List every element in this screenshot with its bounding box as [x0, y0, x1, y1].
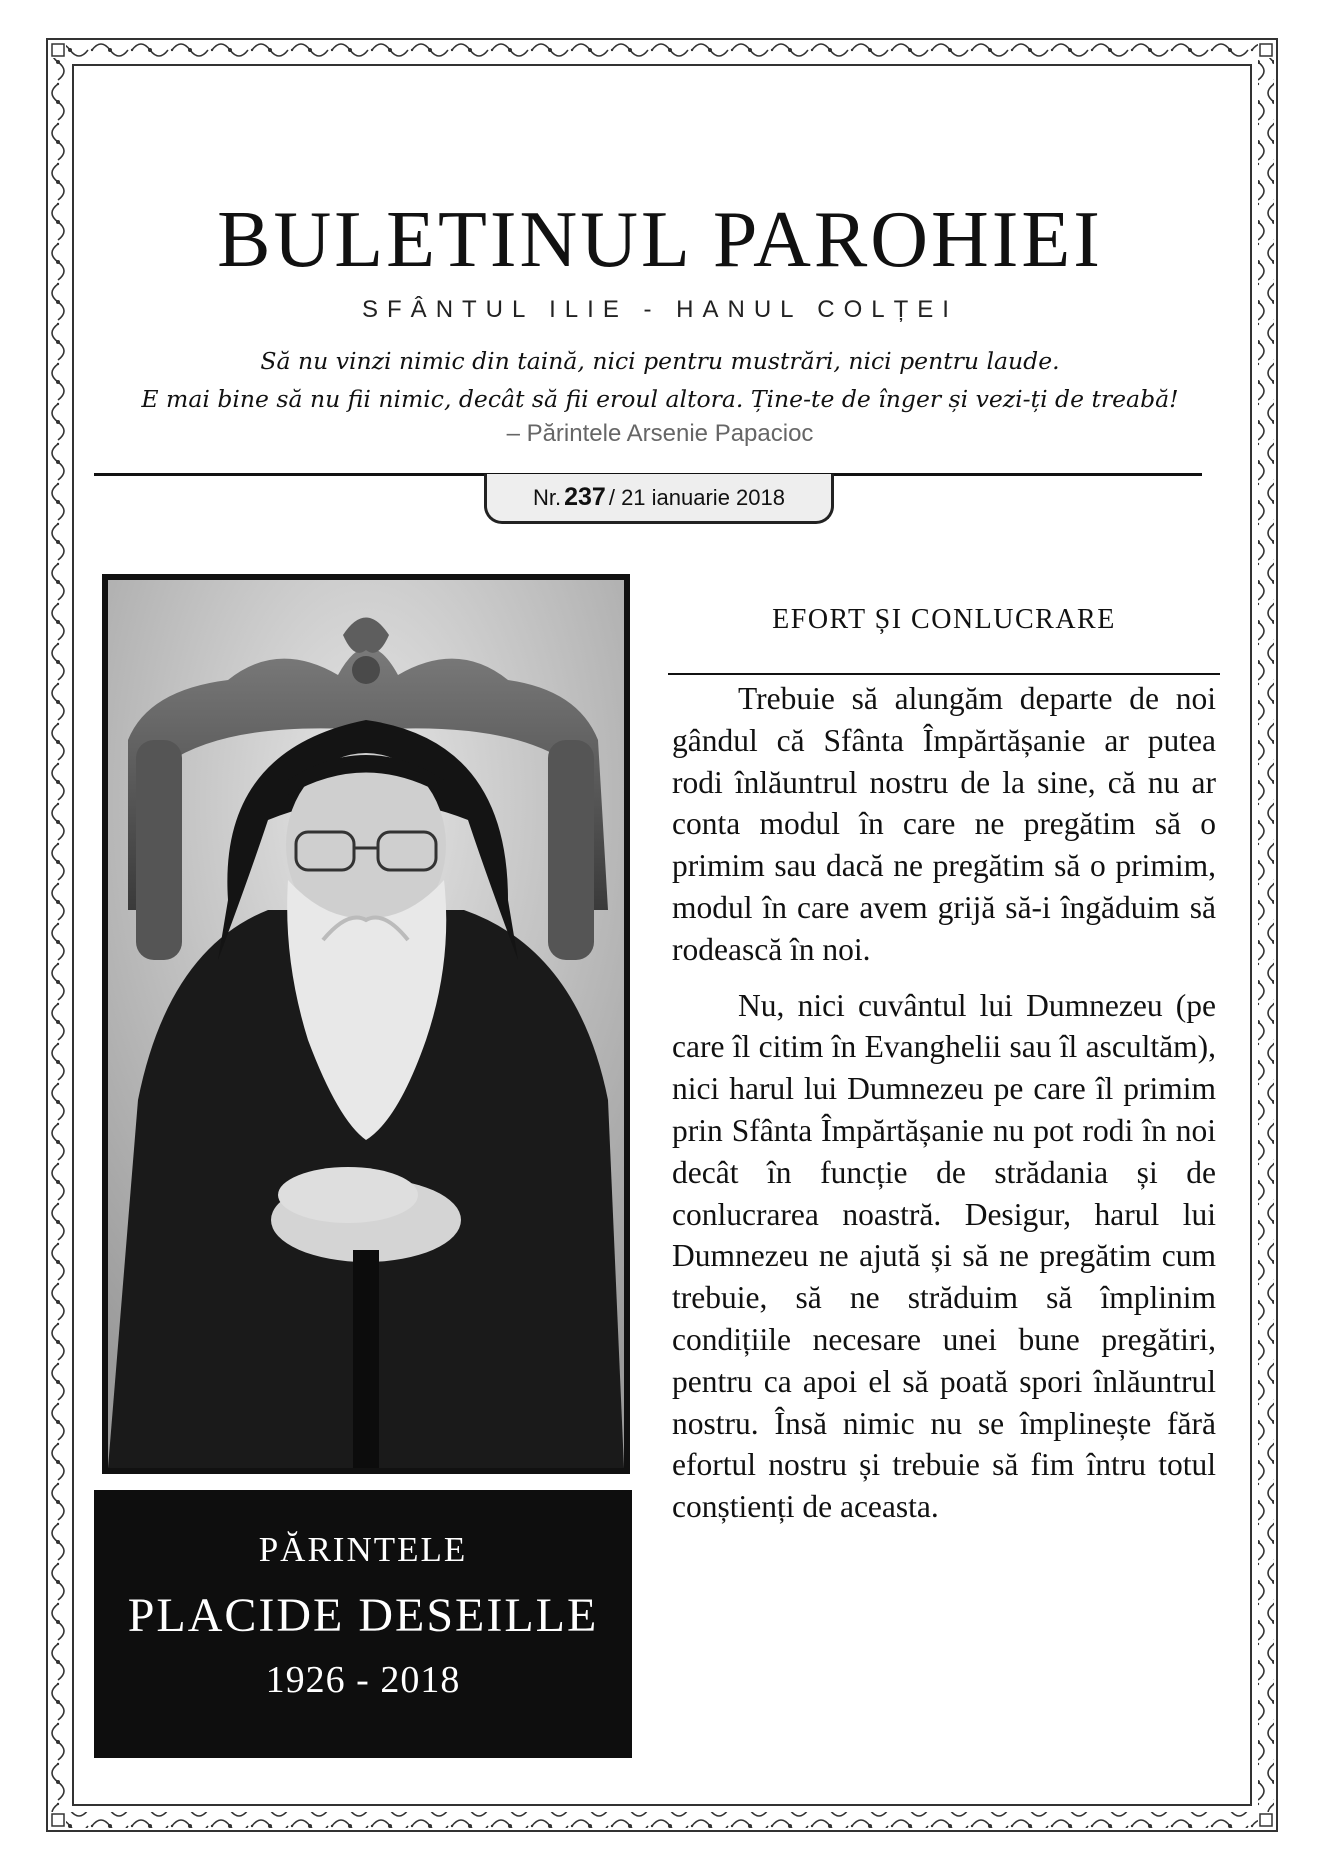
header-quote: [0, 342, 1320, 418]
caption-honorific: PĂRINTELE: [258, 1530, 468, 1569]
bulletin-title: BULETINUL PAROHIEI: [217, 196, 1103, 284]
caption-name: PLACIDE DESEILLE: [127, 1589, 599, 1642]
article-paragraph: Nu, nici cuvântul lui Dumnezeu (pe care îl citim în Evanghelii sau îl ascultăm), nici harul lui Dumnezeu pe care îl primim prin Sfânta Împărtășanie nu pot rodi în noi decât în funcție de strădania și de conlucrarea noastră. Desigur, harul lui Dumnezeu ne ajută și să ne pregătim cum trebuie, să ne străduim să împlinim condițiile necesare unei bune pregătiri, pentru ca apoi el să poată spori înlăuntrul nostru. Însă nimic nu se împlinește fără efortul nostru și trebuie să fim întru totul conștienți de aceasta.: [672, 987, 1216, 1525]
article-paragraph: Trebuie să alungăm departe de noi gândul că Sfânta Împărtășanie ar putea rodi înlăuntrul nostru de la sine, că nu ar conta modul în care ne pregătim să o primim sau dacă ne pregătim să o primim, modul în care avem grijă să-i îngăduim să rodească în noi.: [672, 681, 1216, 967]
issue-date: / 21 ianuarie 2018: [608, 484, 785, 510]
caption-years: 1926 - 2018: [265, 1659, 461, 1701]
issue-prefix: Nr.: [533, 484, 562, 510]
parish-subtitle: SFÂNTUL ILIE - HANUL COLȚEI: [362, 296, 958, 323]
quote-line-2: E mai bine să nu fii nimic, decât să fii eroul altora. Ține-te de înger și vezi-ți de treabă!: [141, 385, 1179, 413]
quote-line-1: Să nu vinzi nimic din taină, nici pentru mustrări, nici pentru laude.: [260, 347, 1060, 375]
article-body: [672, 678, 1216, 1542]
portrait-caption: [94, 1490, 632, 1758]
issue-tab: [484, 474, 834, 524]
article-title: EFORT ȘI CONLUCRARE: [772, 604, 1116, 635]
article-title-divider: [668, 673, 1220, 675]
issue-number: 237: [564, 483, 606, 511]
portrait-photo: [102, 574, 630, 1474]
quote-author: – Părintele Arsenie Papacioc: [506, 420, 814, 447]
